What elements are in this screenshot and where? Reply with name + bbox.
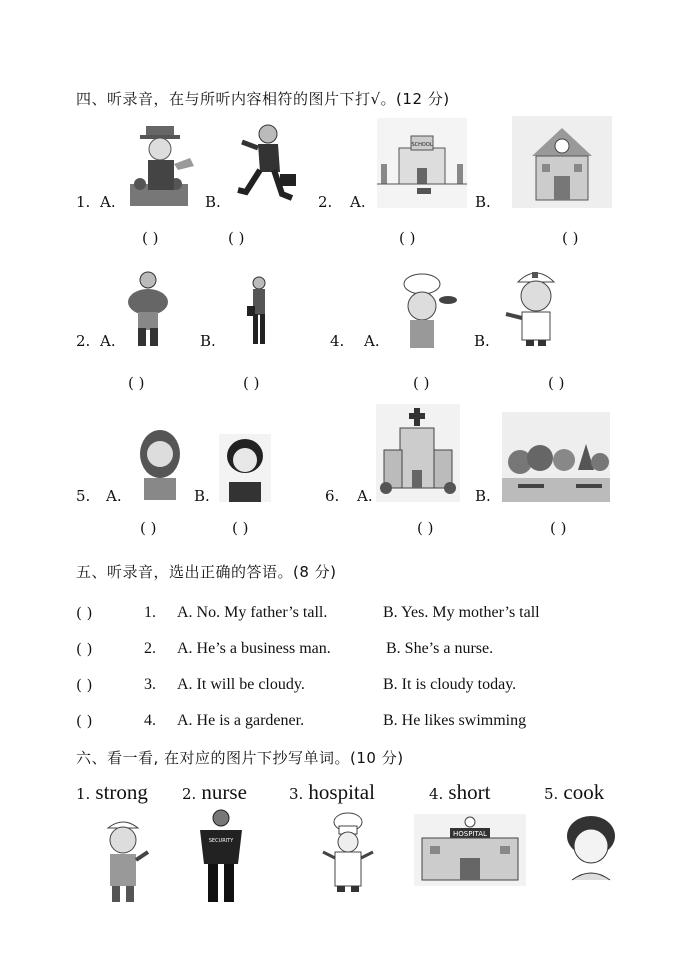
word-item-nurse: 2. nurse (182, 780, 247, 804)
word-nurse: nurse (201, 780, 247, 804)
hospital-sign: HOSPITAL (453, 830, 487, 838)
nurse-picture (96, 814, 150, 904)
option-b-label: B. (474, 332, 490, 350)
question-number: 5. (76, 487, 91, 505)
park-picture (502, 412, 610, 502)
answer-paren[interactable]: ( ) (140, 519, 157, 537)
answer-paren[interactable]: ( ) (550, 519, 567, 537)
question-number: 4. (330, 332, 345, 350)
answer-paren[interactable]: ( ) (76, 712, 93, 730)
answer-paren[interactable]: ( ) (76, 640, 93, 658)
answer-paren[interactable]: ( ) (128, 374, 145, 392)
option-b-label: B. (475, 193, 491, 211)
long-hair-woman-picture (134, 428, 186, 500)
word-strong: strong (95, 780, 148, 804)
question-number: 2. (144, 640, 156, 657)
cartoon-school-picture (512, 116, 612, 208)
answer-paren[interactable]: ( ) (399, 229, 416, 247)
answer-paren[interactable]: ( ) (76, 604, 93, 622)
option-b-label: B. (194, 487, 210, 505)
word-item-cook: 5. cook (544, 780, 605, 804)
doctor-picture (500, 264, 566, 348)
hospital-building-picture (376, 404, 460, 502)
question-number: 2. (76, 332, 91, 350)
school-sign: SCHOOL (411, 142, 433, 148)
option-a-text: A. He’s a business man. (177, 640, 331, 657)
section5-title: 五、听录音，选出正确的答语。(8 分) (76, 563, 337, 581)
answer-paren[interactable]: ( ) (413, 374, 430, 392)
question-number: 4. (144, 712, 156, 729)
option-b-text: B. Yes. My mother’s tall (383, 604, 540, 621)
question-number: 1. (76, 193, 91, 211)
option-a-label: A. (100, 193, 116, 211)
security-label: SECURITY (208, 838, 234, 844)
option-a-label: A. (106, 487, 122, 505)
word-item-short: 4. short (429, 780, 491, 804)
answer-paren[interactable]: ( ) (76, 676, 93, 694)
option-a-text: A. He is a gardener. (177, 712, 305, 729)
option-a-label: A. (357, 487, 373, 505)
word-item-strong: 1. strong (76, 780, 148, 804)
short-hair-person-picture (558, 812, 624, 888)
option-a-label: A. (350, 193, 366, 211)
security-guard-picture (196, 808, 246, 904)
word-item-hospital: 3. hospital (289, 780, 375, 804)
answer-paren[interactable]: ( ) (417, 519, 434, 537)
hospital-sign-building-picture (414, 814, 526, 886)
word-short: short (448, 780, 491, 804)
option-b-label: B. (200, 332, 216, 350)
question-number: 3. (144, 676, 156, 693)
option-b-text: B. It is cloudy today. (383, 676, 517, 693)
option-a-text: A. No. My father’s tall. (177, 604, 328, 621)
word-hospital: hospital (308, 780, 375, 804)
cook-chef-picture (319, 812, 377, 892)
answer-paren[interactable]: ( ) (562, 229, 579, 247)
option-b-label: B. (475, 487, 491, 505)
section6-title: 六、看一看, 在对应的图片下抄写单词。(10 分) (76, 749, 404, 767)
option-a-text: A. It will be cloudy. (177, 676, 305, 693)
question-number: 1. (144, 604, 156, 621)
section4-title: 四、听录音，在与所听内容相符的图片下打√。(12 分) (76, 90, 450, 108)
chef-picture (392, 272, 458, 350)
answer-paren[interactable]: ( ) (548, 374, 565, 392)
answer-paren[interactable]: ( ) (232, 519, 249, 537)
option-a-label: A. (364, 332, 380, 350)
school-building-picture (377, 118, 467, 208)
tall-man-picture (245, 276, 271, 346)
option-b-text: B. She’s a nurse. (386, 640, 494, 657)
gardener-picture (128, 122, 198, 210)
strong-man-picture (124, 270, 172, 348)
option-b-label: B. (205, 193, 221, 211)
answer-paren[interactable]: ( ) (142, 229, 159, 247)
short-hair-woman-picture (219, 434, 271, 502)
option-a-label: A. (100, 332, 116, 350)
businessman-picture (232, 122, 300, 208)
answer-paren[interactable]: ( ) (243, 374, 260, 392)
word-cook: cook (563, 780, 605, 804)
question-number: 6. (325, 487, 340, 505)
option-b-text: B. He likes swimming (383, 712, 527, 729)
answer-paren[interactable]: ( ) (228, 229, 245, 247)
question-number: 2. (318, 193, 333, 211)
